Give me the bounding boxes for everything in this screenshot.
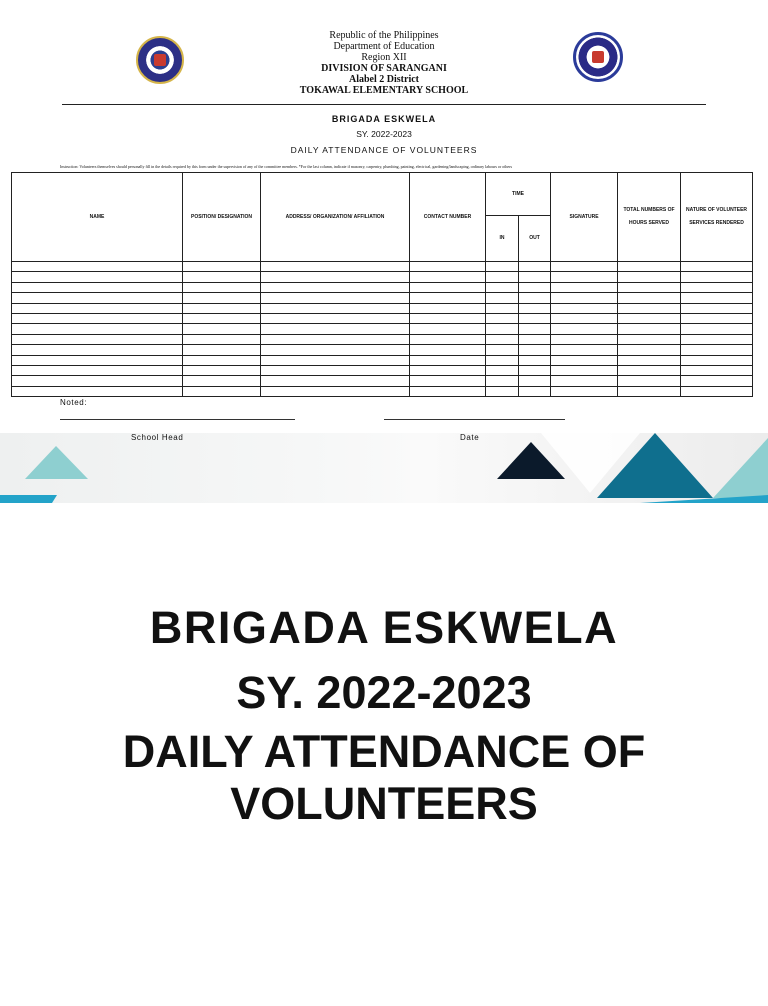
table-cell[interactable] xyxy=(410,334,486,344)
date-label: Date xyxy=(460,433,480,442)
school-head-signature-line xyxy=(60,419,295,420)
table-cell[interactable] xyxy=(183,313,261,323)
teal-triangle-small xyxy=(25,446,88,479)
table-cell[interactable] xyxy=(410,376,486,386)
table-cell[interactable] xyxy=(261,324,410,334)
table-cell[interactable] xyxy=(551,282,618,292)
table-cell[interactable] xyxy=(618,355,681,365)
table-cell[interactable] xyxy=(551,386,618,396)
table-cell[interactable] xyxy=(261,334,410,344)
table-row xyxy=(12,303,753,313)
table-cell[interactable] xyxy=(12,313,183,323)
table-row xyxy=(12,272,753,282)
table-cell[interactable] xyxy=(410,313,486,323)
table-cell[interactable] xyxy=(12,282,183,292)
table-cell[interactable] xyxy=(618,386,681,396)
table-cell[interactable] xyxy=(410,386,486,396)
table-cell[interactable] xyxy=(519,345,551,355)
table-cell[interactable] xyxy=(618,334,681,344)
table-cell[interactable] xyxy=(618,324,681,334)
table-cell[interactable] xyxy=(519,376,551,386)
header-hours: TOTAL NUMBERS OF HOURS SERVED xyxy=(618,173,681,262)
table-cell[interactable] xyxy=(681,262,753,272)
letterhead xyxy=(0,30,768,96)
table-cell[interactable] xyxy=(183,282,261,292)
table-cell[interactable] xyxy=(12,334,183,344)
table-cell[interactable] xyxy=(681,345,753,355)
table-cell[interactable] xyxy=(681,365,753,375)
table-row xyxy=(12,376,753,386)
blue-stripe xyxy=(0,495,57,503)
table-cell[interactable] xyxy=(681,386,753,396)
table-row xyxy=(12,386,753,396)
table-cell[interactable] xyxy=(410,272,486,282)
table-row xyxy=(12,262,753,272)
table-cell[interactable] xyxy=(519,303,551,313)
table-cell[interactable] xyxy=(486,282,519,292)
table-cell[interactable] xyxy=(486,365,519,375)
letterhead-division: DIVISION OF SARANGANI xyxy=(321,63,447,74)
table-cell[interactable] xyxy=(519,262,551,272)
table-cell[interactable] xyxy=(681,334,753,344)
table-cell[interactable] xyxy=(410,365,486,375)
attendance-table-body xyxy=(12,262,753,397)
table-cell[interactable] xyxy=(618,303,681,313)
table-cell[interactable] xyxy=(410,282,486,292)
table-cell[interactable] xyxy=(486,355,519,365)
table-cell[interactable] xyxy=(486,293,519,303)
table-cell[interactable] xyxy=(681,376,753,386)
table-cell[interactable] xyxy=(681,324,753,334)
table-cell[interactable] xyxy=(486,272,519,282)
table-cell[interactable] xyxy=(410,324,486,334)
table-cell[interactable] xyxy=(410,303,486,313)
table-row xyxy=(12,313,753,323)
table-cell[interactable] xyxy=(183,345,261,355)
letterhead-school: TOKAWAL ELEMENTARY SCHOOL xyxy=(299,85,469,96)
table-cell[interactable] xyxy=(12,272,183,282)
form-school-year: SY. 2022-2023 xyxy=(356,129,412,139)
school-head-label: School Head xyxy=(131,433,184,442)
table-cell[interactable] xyxy=(681,293,753,303)
table-cell[interactable] xyxy=(183,293,261,303)
table-cell[interactable] xyxy=(261,282,410,292)
table-cell[interactable] xyxy=(519,386,551,396)
header-contact: CONTACT NUMBER xyxy=(410,173,486,262)
table-row xyxy=(12,365,753,375)
header-time: TIME xyxy=(486,173,551,216)
table-row xyxy=(12,334,753,344)
table-cell[interactable] xyxy=(519,272,551,282)
table-cell[interactable] xyxy=(12,303,183,313)
table-cell[interactable] xyxy=(551,324,618,334)
form-title: BRIGADA ESKWELA xyxy=(331,114,437,124)
table-cell[interactable] xyxy=(183,303,261,313)
header-in: IN xyxy=(486,216,519,262)
table-cell[interactable] xyxy=(551,376,618,386)
table-cell[interactable] xyxy=(551,365,618,375)
header-address: ADDRESS/ ORGANIZATION/ AFFILIATION xyxy=(261,173,410,262)
table-cell[interactable] xyxy=(486,324,519,334)
table-row xyxy=(12,282,753,292)
table-cell[interactable] xyxy=(618,313,681,323)
table-cell[interactable] xyxy=(410,355,486,365)
table-cell[interactable] xyxy=(618,365,681,375)
header-nature: NATURE OF VOLUNTEER SERVICES RENDERED xyxy=(681,173,753,262)
header-position: POSITION/ DESIGNATION xyxy=(183,173,261,262)
table-cell[interactable] xyxy=(12,365,183,375)
table-cell[interactable] xyxy=(261,386,410,396)
table-cell[interactable] xyxy=(618,282,681,292)
noted-label: Noted: xyxy=(60,398,88,407)
teal-triangle-right xyxy=(713,438,768,498)
table-cell[interactable] xyxy=(551,355,618,365)
table-cell[interactable] xyxy=(486,376,519,386)
table-cell[interactable] xyxy=(486,386,519,396)
table-cell[interactable] xyxy=(681,272,753,282)
table-cell[interactable] xyxy=(519,324,551,334)
letterhead-district: Alabel 2 District xyxy=(349,74,419,85)
table-cell[interactable] xyxy=(183,272,261,282)
table-cell[interactable] xyxy=(261,303,410,313)
table-cell[interactable] xyxy=(681,313,753,323)
header-divider xyxy=(62,104,706,105)
table-cell[interactable] xyxy=(12,376,183,386)
table-cell[interactable] xyxy=(486,303,519,313)
table-cell[interactable] xyxy=(183,334,261,344)
table-cell[interactable] xyxy=(618,262,681,272)
table-cell[interactable] xyxy=(551,293,618,303)
letterhead-department: Department of Education xyxy=(333,41,435,52)
table-cell[interactable] xyxy=(618,376,681,386)
table-cell[interactable] xyxy=(12,293,183,303)
table-cell[interactable] xyxy=(183,324,261,334)
table-cell[interactable] xyxy=(618,293,681,303)
table-cell[interactable] xyxy=(551,345,618,355)
table-cell[interactable] xyxy=(261,262,410,272)
table-cell[interactable] xyxy=(551,262,618,272)
table-cell[interactable] xyxy=(12,386,183,396)
table-cell[interactable] xyxy=(261,293,410,303)
table-cell[interactable] xyxy=(681,282,753,292)
cover-school-year: SY. 2022-2023 xyxy=(236,667,532,718)
table-cell[interactable] xyxy=(183,376,261,386)
table-cell[interactable] xyxy=(551,303,618,313)
table-cell[interactable] xyxy=(486,334,519,344)
decorative-triangles xyxy=(0,433,768,503)
table-cell[interactable] xyxy=(183,262,261,272)
table-cell[interactable] xyxy=(681,303,753,313)
table-cell[interactable] xyxy=(551,272,618,282)
table-cell[interactable] xyxy=(261,355,410,365)
table-cell[interactable] xyxy=(261,313,410,323)
table-cell[interactable] xyxy=(519,313,551,323)
table-cell[interactable] xyxy=(618,272,681,282)
form-instruction: Instruction: Volunteers themselves should personally fill in the details required by this form under the supervision of any of the committee members. *For the last column, indicate if masonry, carpentry, plumbing, painting, electrical, gardening/landscaping, ordinary labours or others xyxy=(60,164,513,169)
letterhead-republic: Republic of the Philippines xyxy=(329,30,439,41)
table-cell[interactable] xyxy=(261,345,410,355)
table-cell[interactable] xyxy=(261,365,410,375)
table-cell[interactable] xyxy=(261,376,410,386)
table-cell[interactable] xyxy=(551,334,618,344)
table-cell[interactable] xyxy=(12,324,183,334)
attendance-table xyxy=(11,172,753,397)
date-signature-line xyxy=(384,419,565,420)
table-cell[interactable] xyxy=(183,365,261,375)
letterhead-region: Region XII xyxy=(361,52,407,63)
table-row xyxy=(12,293,753,303)
cover-subtitle: DAILY ATTENDANCE OF VOLUNTEERS xyxy=(122,726,646,829)
table-cell[interactable] xyxy=(519,365,551,375)
table-cell[interactable] xyxy=(519,355,551,365)
table-cell[interactable] xyxy=(410,262,486,272)
table-cell[interactable] xyxy=(551,313,618,323)
table-cell[interactable] xyxy=(681,355,753,365)
table-cell[interactable] xyxy=(12,262,183,272)
header-signature: SIGNATURE xyxy=(551,173,618,262)
table-cell[interactable] xyxy=(410,345,486,355)
table-cell[interactable] xyxy=(519,293,551,303)
header-name: NAME xyxy=(12,173,183,262)
table-cell[interactable] xyxy=(410,293,486,303)
table-cell[interactable] xyxy=(486,262,519,272)
table-cell[interactable] xyxy=(486,313,519,323)
table-row xyxy=(12,355,753,365)
table-cell[interactable] xyxy=(12,355,183,365)
table-cell[interactable] xyxy=(519,282,551,292)
cover-title: BRIGADA ESKWELA xyxy=(149,602,619,653)
table-cell[interactable] xyxy=(519,334,551,344)
form-subtitle: DAILY ATTENDANCE OF VOLUNTEERS xyxy=(290,145,478,155)
table-row xyxy=(12,324,753,334)
table-cell[interactable] xyxy=(12,345,183,355)
table-cell[interactable] xyxy=(261,272,410,282)
header-out: OUT xyxy=(519,216,551,262)
table-row xyxy=(12,345,753,355)
table-cell[interactable] xyxy=(183,355,261,365)
table-cell[interactable] xyxy=(183,386,261,396)
table-cell[interactable] xyxy=(486,345,519,355)
table-cell[interactable] xyxy=(618,345,681,355)
